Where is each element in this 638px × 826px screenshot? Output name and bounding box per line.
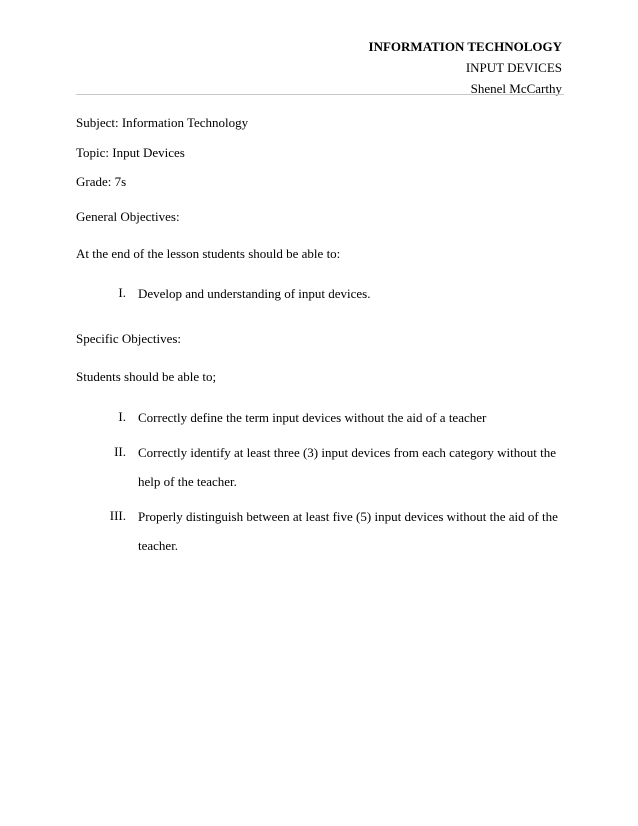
header-title: INFORMATION TECHNOLOGY [368,39,562,54]
list-item [76,408,566,432]
list-item [76,284,566,308]
topic-line: Topic: Input Devices [76,145,185,160]
subject-line: Subject: Information Technology [76,115,249,130]
list-item-number: I. [118,285,126,300]
specific-objectives-intro: Students should be able to; [76,369,217,384]
list-item-text: Properly distinguish between at least five (5) input devices without the aid of the teacher. [138,509,558,553]
list-item-text: Correctly define the term input devices without the aid of a teacher [138,410,487,425]
specific-objectives-heading: Specific Objectives: [76,331,182,346]
list-item [76,443,566,496]
header-subtitle: INPUT DEVICES [465,60,562,75]
list-item-number: III. [109,508,126,523]
list-item-text: Correctly identify at least three (3) input devices from each category without the help of the teacher. [138,445,557,489]
grade-line: Grade: 7s [76,174,127,189]
header-author: Shenel McCarthy [470,81,562,96]
specific-objectives-list [76,408,566,560]
document-body [76,114,566,560]
general-objectives-heading: General Objectives: [76,209,180,224]
list-item-text: Develop and understanding of input devices. [138,286,371,301]
list-item [76,507,566,560]
list-item-number: II. [114,444,126,459]
header-divider [76,94,564,95]
general-objectives-intro: At the end of the lesson students should be able to: [76,246,341,261]
running-header [369,36,562,99]
list-item-number: I. [118,409,126,424]
general-objectives-list [76,284,566,308]
